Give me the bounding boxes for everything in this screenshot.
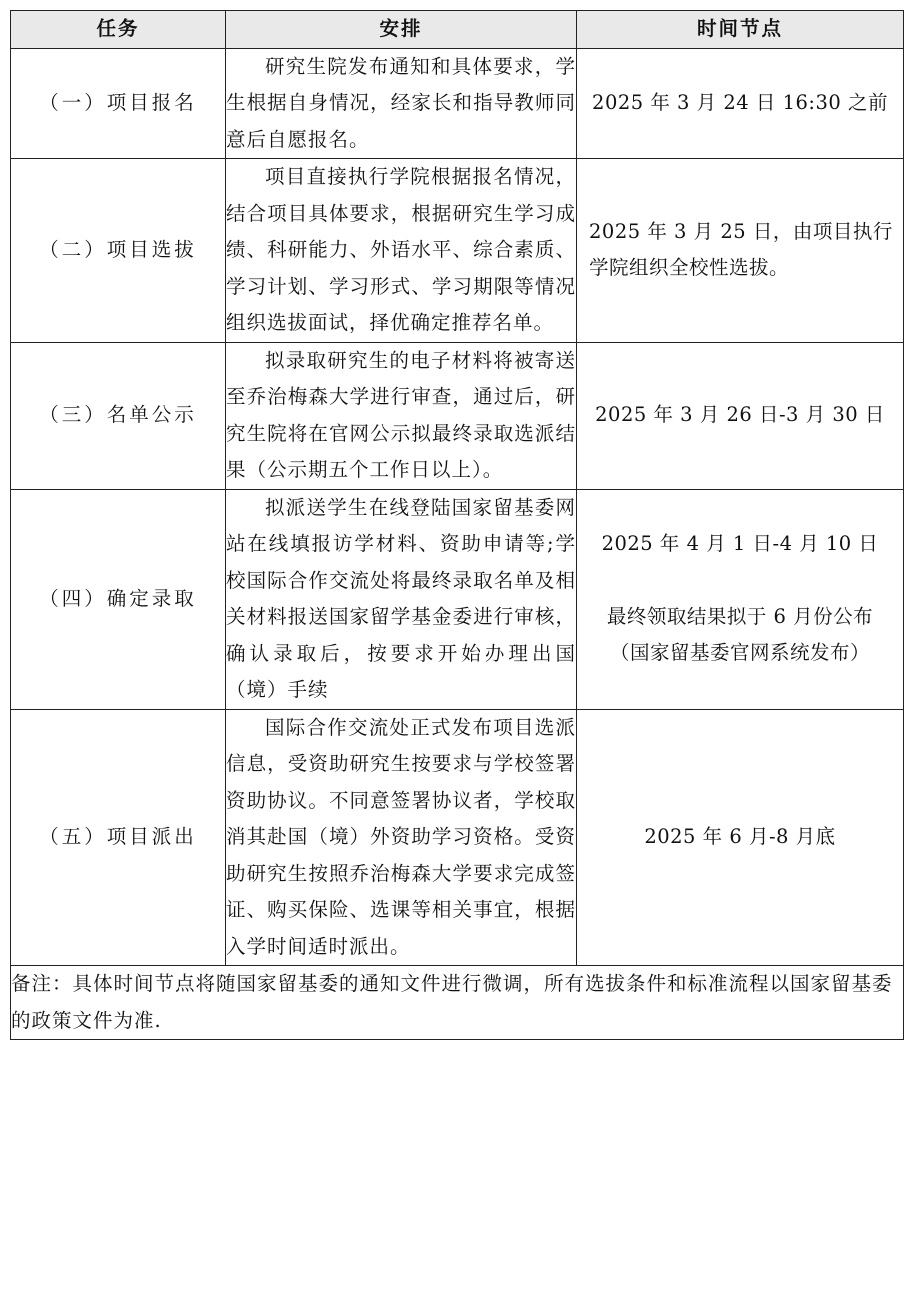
task-cell: （四）确定录取 [11,489,226,709]
arrangement-cell [226,159,577,343]
schedule-table [10,10,904,1040]
note-row [11,966,904,1040]
time-text: （国家留基委官网系统发布） [609,641,870,665]
task-cell: （五）项目派出 [11,709,226,966]
arrangement-cell [226,342,577,489]
arrangement-text: 项目直接执行学院根据报名情况，结合项目具体要求，根据研究生学习成绩、科研能力、外语水平、综合素质、学习计划、学习形式、学习期限等情况组织选拔面试，择优确定推荐名单。 [226,165,576,334]
task-cell: （三）名单公示 [11,342,226,489]
table-row [11,709,904,966]
arrangement-cell [226,48,577,159]
table-header-row [11,11,904,49]
arrangement-text: 国际合作交流处正式发布项目选派信息，受资助研究生按要求与学校签署资助协议。不同意签署协议者，学校取消其赴国（境）外资助学习资格。受资助研究生按照乔治梅森大学要求完成签证、购买保险、选课等相关事宜，根据入学时间适时派出。 [226,715,576,958]
note-text: 备注：具体时间节点将随国家留基委的通知文件进行微调，所有选拔条件和标准流程以国家留基委的政策文件为准. [11,966,904,1040]
time-text: 2025 年 3 月 26 日-3 月 30 日 [595,403,885,427]
task-cell: （二）项目选拔 [11,159,226,343]
arrangement-text: 拟录取研究生的电子材料将被寄送至乔治梅森大学进行审查，通过后，研究生院将在官网公示拟最终录取选派结果（公示期五个工作日以上）。 [226,348,576,481]
arrangement-cell [226,489,577,709]
time-text: 2025 年 3 月 24 日 16:30 之前 [592,91,888,114]
time-text: 2025 年 4 月 1 日-4 月 10 日 [601,532,879,556]
header-time: 时间节点 [577,11,904,49]
time-text: 最终领取结果拟于 6 月份公布 [606,604,874,628]
table-row [11,48,904,159]
arrangement-text: 拟派送学生在线登陆国家留基委网站在线填报访学材料、资助申请等;学校国际合作交流处将最终录取名单及相关材料报送国家留学基金委进行审核，确认录取后，按要求开始办理出国（境）手续 [226,495,576,701]
time-cell [577,48,904,159]
time-cell [577,159,904,343]
time-cell [577,709,904,966]
time-cell [577,489,904,709]
time-text: 2025 年 3 月 25 日，由项目执行学院组织全校性选拔。 [589,219,893,280]
time-text: 2025 年 6 月-8 月底 [644,825,836,848]
header-task: 任务 [11,11,226,49]
table-row [11,159,904,343]
table-row [11,489,904,709]
arrangement-cell [226,709,577,966]
task-cell: （一）项目报名 [11,48,226,159]
header-arrangement: 安排 [226,11,577,49]
time-cell [577,342,904,489]
arrangement-text: 研究生院发布通知和具体要求，学生根据自身情况，经家长和指导教师同意后自愿报名。 [226,54,576,151]
table-row [11,342,904,489]
